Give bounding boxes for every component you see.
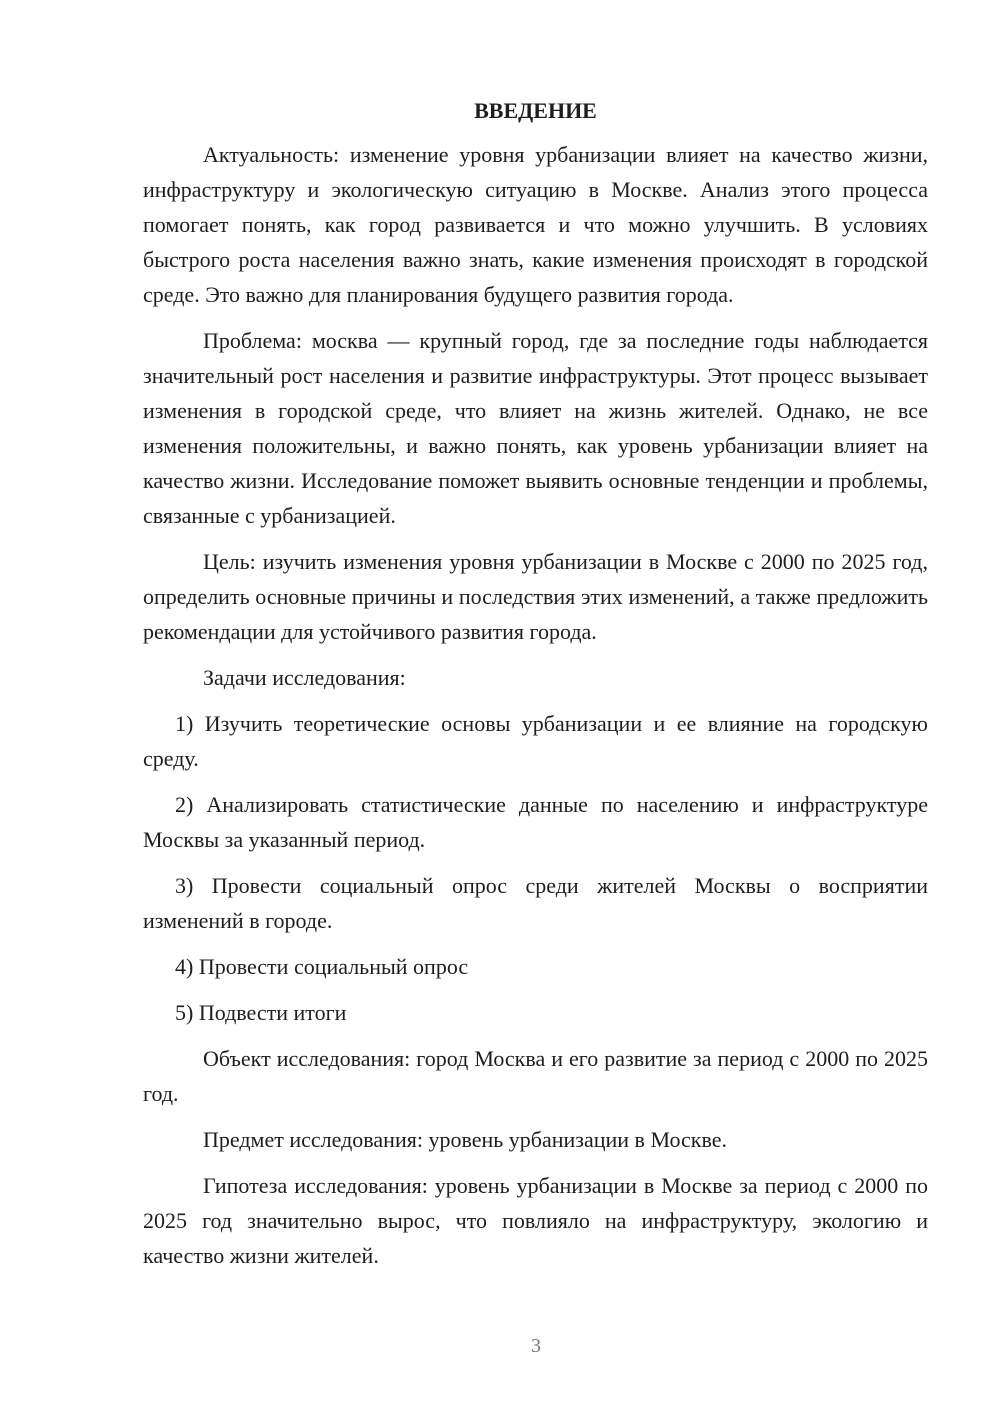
paragraph-problem: Проблема: москва — крупный город, где за последние годы наблюдается значительный рост населения и развитие инфраструктуры. Этот процесс вызывает изменения в городской среде, что влияет на жизнь жителей. Однако, не все изменения положительны, и важно понять, как уровень урбанизации влияет на качество жизни. Исследование поможет выявить основные тенденции и проблемы, связанные с урбанизацией. [143, 328, 928, 528]
section-title: ВВЕДЕНИЕ [474, 98, 597, 123]
task-item: 5) Подвести итоги [175, 1000, 347, 1025]
tasks-heading: Задачи исследования: [203, 665, 406, 690]
task-item: 1) Изучить теоретические основы урбанизации и ее влияние на городскую среду. [143, 711, 928, 771]
task-item: 3) Провести социальный опрос среди жителей Москвы о восприятии изменений в городе. [143, 873, 928, 933]
paragraph-goal: Цель: изучить изменения уровня урбанизации в Москве с 2000 по 2025 год, определить основные причины и последствия этих изменений, а также предложить рекомендации для устойчивого развития города. [143, 549, 928, 644]
paragraph-hypothesis: Гипотеза исследования: уровень урбанизации в Москве за период с 2000 по 2025 год значительно вырос, что повлияло на инфраструктуру, экологию и качество жизни жителей. [143, 1173, 928, 1268]
task-item: 2) Анализировать статистические данные по населению и инфраструктуре Москвы за указанный период. [143, 792, 928, 852]
paragraph-subject: Предмет исследования: уровень урбанизации в Москве. [203, 1127, 727, 1152]
document-page [143, 96, 928, 1284]
paragraph-object: Объект исследования: город Москва и его развитие за период с 2000 по 2025 год. [143, 1046, 928, 1106]
task-item: 4) Провести социальный опрос [175, 954, 469, 979]
page-number: 3 [531, 1335, 541, 1357]
paragraph-relevance: Актуальность: изменение уровня урбанизации влияет на качество жизни, инфраструктуру и экологическую ситуацию в Москве. Анализ этого процесса помогает понять, как город развивается и что можно улучшить. В условиях быстрого роста населения важно знать, какие изменения происходят в городской среде. Это важно для планирования будущего развития города. [143, 142, 928, 307]
